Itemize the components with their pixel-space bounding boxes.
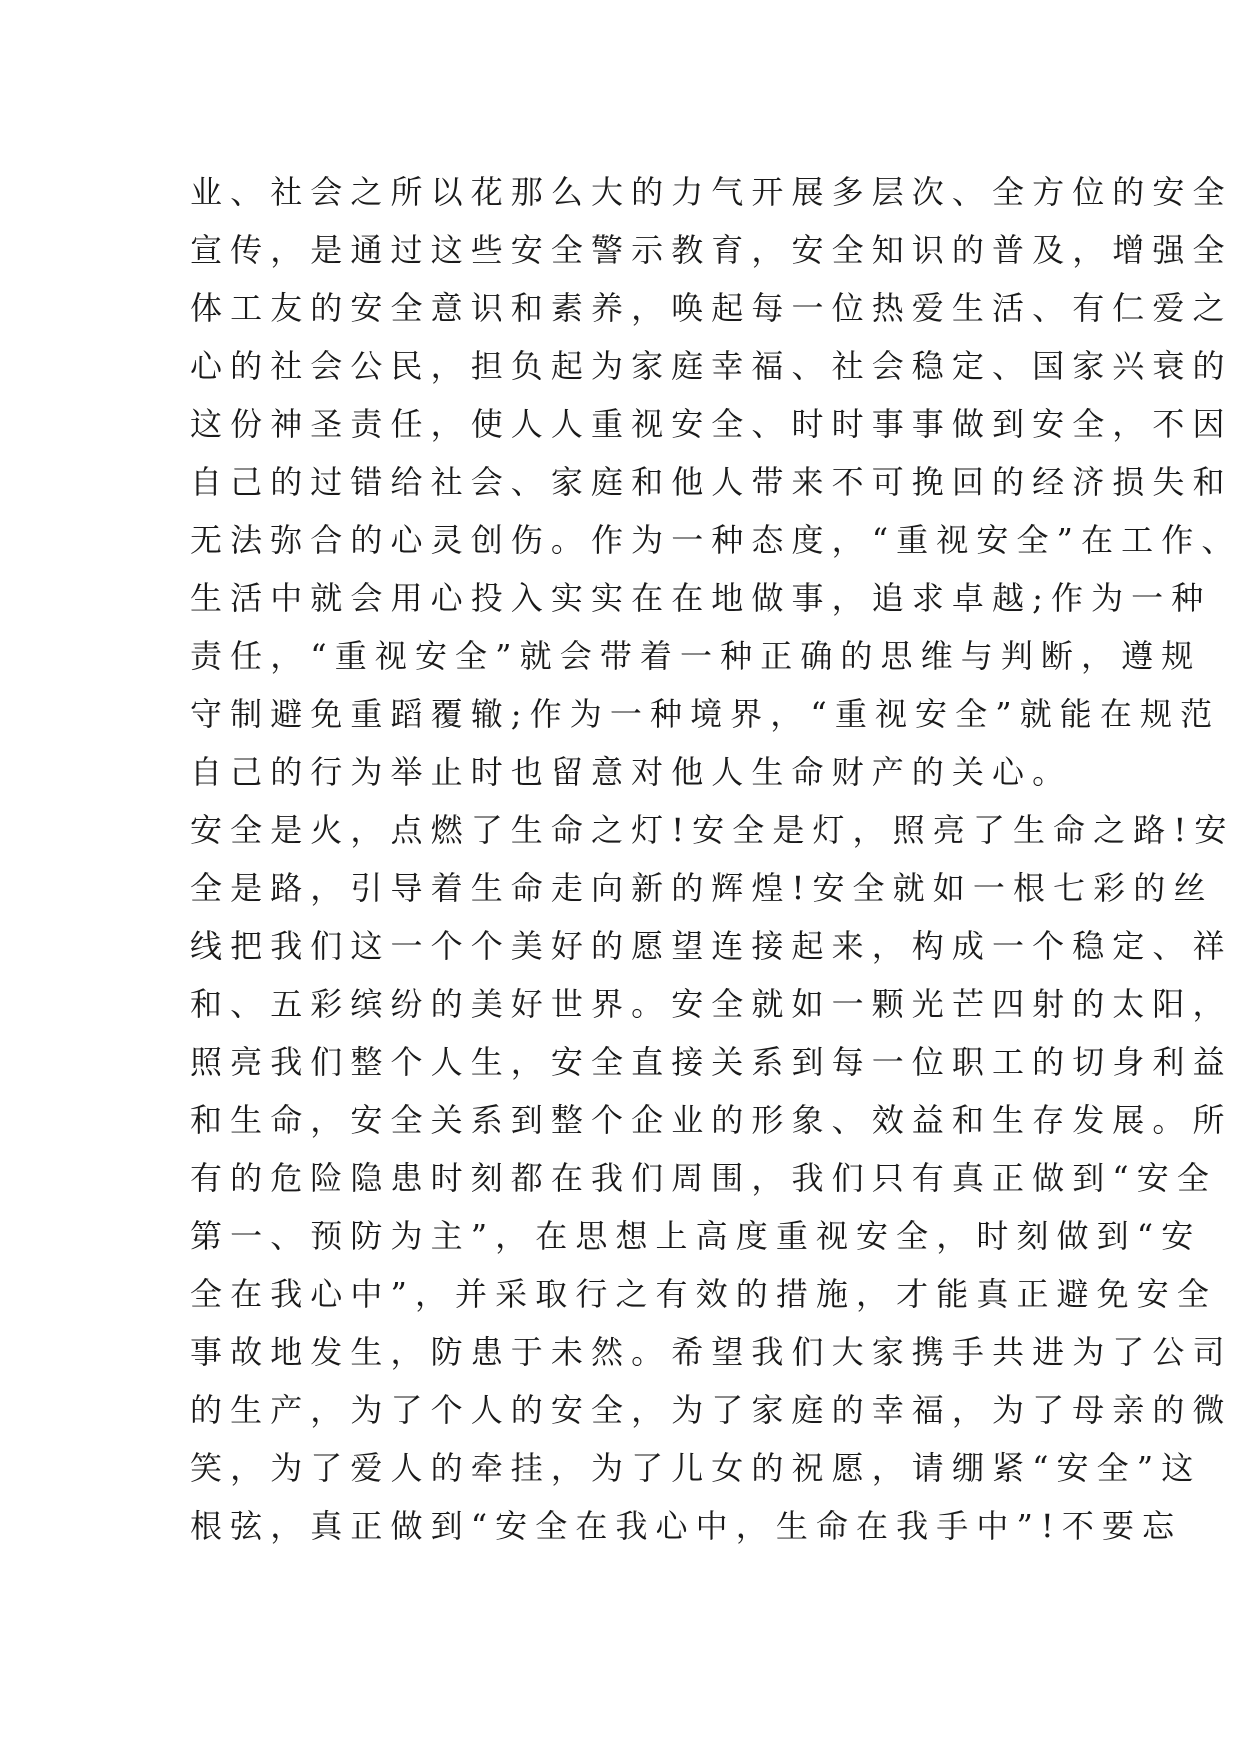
text-line: 责任，“重视安全”就会带着一种正确的思维与判断，遵规	[190, 637, 1202, 675]
text-line: 第一、预防为主”，在思想上高度重视安全，时刻做到“安	[190, 1217, 1202, 1255]
text-line: 照亮我们整个人生，安全直接关系到每一位职工的切身利益	[190, 1043, 1233, 1081]
text-line: 业、社会之所以花那么大的力气开展多层次、全方位的安全	[190, 173, 1233, 211]
text-line: 和生命，安全关系到整个企业的形象、效益和生存发展。所	[190, 1101, 1233, 1139]
text-line: 根弦，真正做到“安全在我心中，生命在我手中”!不要忘	[190, 1507, 1183, 1545]
text-line: 事故地发生，防患于未然。希望我们大家携手共进为了公司	[190, 1333, 1233, 1371]
text-line: 全是路，引导着生命走向新的辉煌!安全就如一根七彩的丝	[190, 869, 1214, 907]
text-line: 全在我心中”，并采取行之有效的措施，才能真正避免安全	[190, 1275, 1217, 1313]
text-line: 体工友的安全意识和素养，唤起每一位热爱生活、有仁爱之	[190, 289, 1233, 327]
text-line: 这份神圣责任，使人人重视安全、时时事事做到安全，不因	[190, 405, 1233, 443]
text-line: 有的危险隐患时刻都在我们周围，我们只有真正做到“安全	[190, 1159, 1217, 1197]
text-line: 笑，为了爱人的牵挂，为了儿女的祝愿，请绷紧“安全”这	[190, 1449, 1202, 1487]
text-line: 无法弥合的心灵创伤。作为一种态度，“重视安全”在工作、	[190, 521, 1241, 559]
text-line: 的生产，为了个人的安全，为了家庭的幸福，为了母亲的微	[190, 1391, 1233, 1429]
body-text	[190, 163, 1241, 1555]
text-line: 守制避免重蹈覆辙;作为一种境界，“重视安全”就能在规范	[190, 695, 1221, 733]
text-line: 生活中就会用心投入实实在在地做事，追求卓越;作为一种	[190, 579, 1212, 617]
text-line: 和、五彩缤纷的美好世界。安全就如一颗光芒四射的太阳，	[190, 985, 1233, 1023]
text-line: 线把我们这一个个美好的愿望连接起来，构成一个稳定、祥	[190, 927, 1233, 965]
text-line: 心的社会公民，担负起为家庭幸福、社会稳定、国家兴衰的	[190, 347, 1233, 385]
text-line: 宣传，是通过这些安全警示教育，安全知识的普及，增强全	[190, 231, 1233, 269]
text-line: 安全是火，点燃了生命之灯!安全是灯，照亮了生命之路!安	[190, 811, 1235, 849]
text-line: 自己的行为举止时也留意对他人生命财产的关心。	[190, 753, 1073, 791]
text-line: 自己的过错给社会、家庭和他人带来不可挽回的经济损失和	[190, 463, 1233, 501]
